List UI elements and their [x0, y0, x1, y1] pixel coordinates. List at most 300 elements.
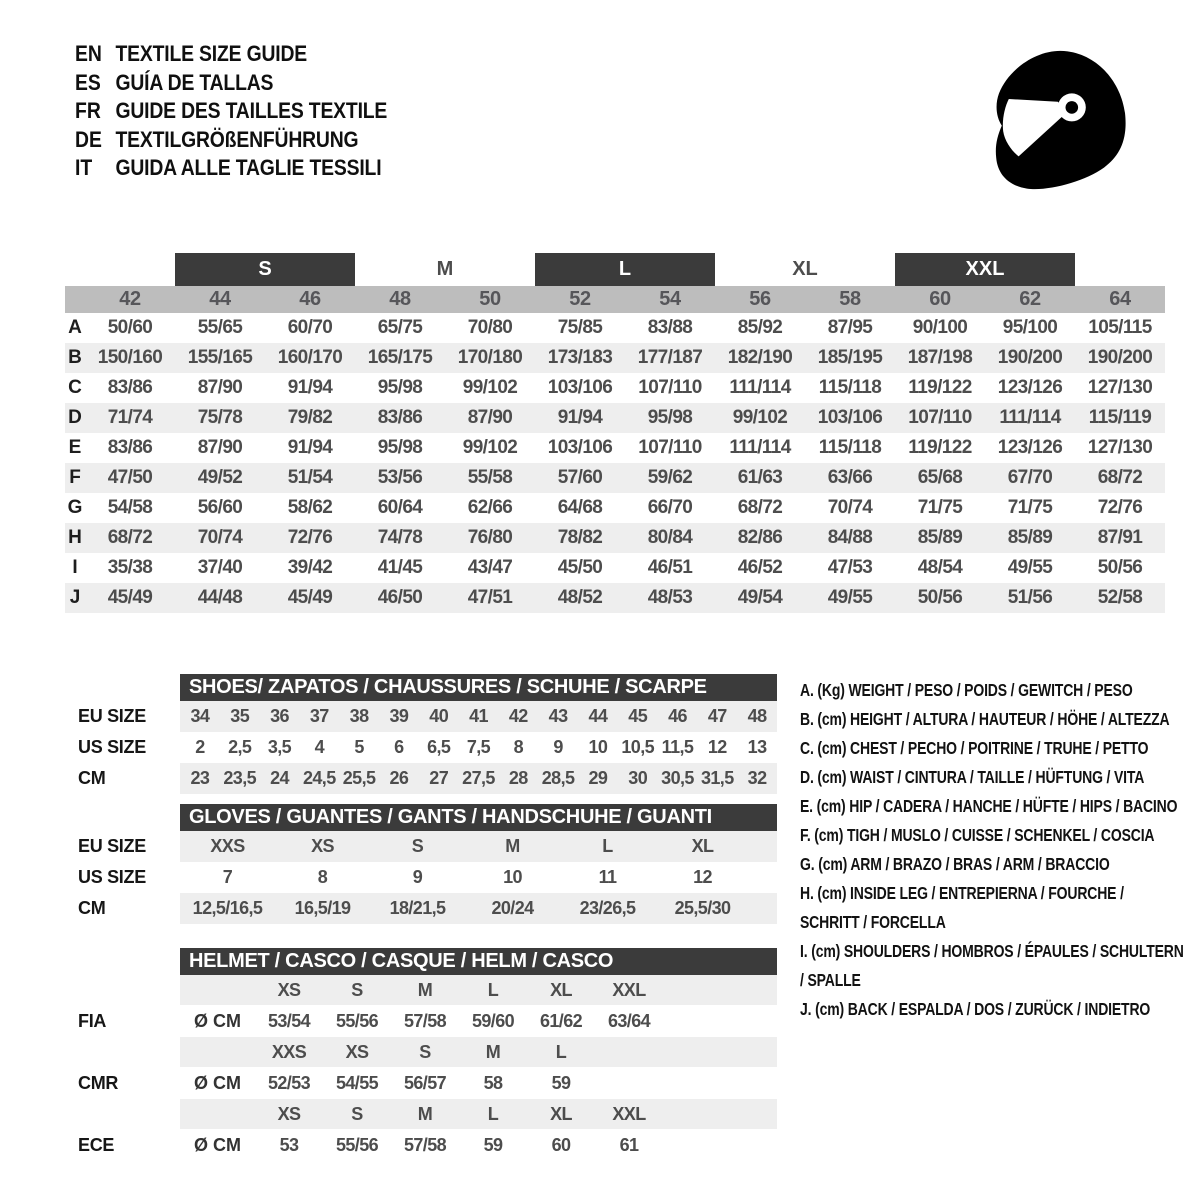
value-cell: 24,5 — [302, 768, 336, 788]
apparel-value-cell: 95/98 — [377, 377, 423, 398]
size-row — [65, 701, 777, 732]
legend-item-i: I. (cm) SHOULDERS / HOMBROS / ÉPAULES / SCHULTERN / SPALLE — [800, 941, 1184, 990]
value-cell: 27,5 — [462, 768, 495, 788]
language-row — [75, 126, 387, 155]
size-row — [65, 732, 777, 763]
apparel-value-cell: 58/62 — [287, 497, 333, 518]
apparel-value-cell: 115/118 — [818, 437, 882, 458]
size-tick: 58 — [839, 288, 861, 310]
helmet-size-cell: XS — [345, 1041, 369, 1062]
size-group-xxl: XXL — [895, 253, 1075, 286]
value-cell: 23,5 — [223, 768, 257, 788]
apparel-value-cell: 62/66 — [467, 497, 513, 518]
apparel-value-cell: 150/160 — [97, 347, 163, 368]
value-cell: 5 — [354, 737, 364, 757]
apparel-value-cell: 76/80 — [467, 527, 513, 548]
language-title: GUIDE DES TAILLES TEXTILE — [115, 98, 388, 124]
apparel-value-cell: 85/89 — [917, 527, 963, 548]
language-code: ES — [75, 69, 101, 95]
apparel-value-cell: 90/100 — [912, 317, 968, 338]
apparel-value-cell: 37/40 — [197, 557, 243, 578]
value-cell: 11,5 — [661, 737, 694, 757]
apparel-row-label: J — [69, 587, 81, 608]
lower-tables — [65, 674, 777, 1161]
value-cell: XS — [311, 836, 334, 856]
apparel-value-cell: 45/49 — [107, 587, 153, 608]
row-header: EU SIZE — [78, 706, 146, 726]
apparel-row-f — [65, 463, 1165, 493]
helmet-value-cell: 60 — [551, 1134, 571, 1155]
value-cell: 38 — [349, 706, 369, 726]
helmet-values-row — [65, 1005, 777, 1037]
apparel-value-cell: 83/86 — [107, 377, 153, 398]
helmet-value-cell: 57/58 — [403, 1134, 447, 1155]
helmet-value-cell: 59 — [551, 1072, 571, 1093]
apparel-value-cell: 87/91 — [1097, 527, 1143, 548]
apparel-value-cell: 91/94 — [287, 377, 333, 398]
size-tick: 54 — [659, 288, 681, 310]
apparel-value-cell: 68/72 — [1097, 467, 1143, 488]
apparel-value-cell: 123/126 — [997, 437, 1063, 458]
value-cell: XL — [691, 836, 714, 856]
apparel-row-label: H — [68, 527, 82, 548]
apparel-value-cell: 123/126 — [997, 377, 1063, 398]
apparel-value-cell: 75/85 — [557, 317, 603, 338]
legend-item-b: B. (cm) HEIGHT / ALTURA / HAUTEUR / HÖHE / ALTEZZA — [800, 709, 1170, 729]
helmet-size-cell: L — [487, 979, 499, 1000]
helmet-value-cell: 52/53 — [267, 1072, 311, 1093]
row-values — [180, 1129, 777, 1161]
value-cell: 20/24 — [491, 898, 534, 918]
value-cell: M — [505, 836, 520, 856]
shoes-size-table — [65, 701, 777, 794]
language-title: TEXTILE SIZE GUIDE — [115, 41, 308, 67]
helmet-size-cell: XL — [550, 979, 572, 1000]
helmet-size-cell: M — [485, 1041, 501, 1062]
helmet-size-cell: XS — [277, 1103, 301, 1124]
apparel-value-cell: 103/106 — [547, 377, 613, 398]
value-cell: 30,5 — [661, 768, 694, 788]
apparel-row-label: D — [68, 407, 82, 428]
value-cell: 8 — [317, 867, 328, 887]
apparel-value-cell: 190/200 — [997, 347, 1063, 368]
value-cell: 35 — [230, 706, 250, 726]
value-cell: 4 — [314, 737, 324, 757]
apparel-value-cell: 177/187 — [637, 347, 703, 368]
language-row — [75, 154, 387, 183]
apparel-value-cell: 119/122 — [908, 377, 972, 398]
apparel-value-cell: 173/183 — [547, 347, 613, 368]
apparel-row-g — [65, 493, 1165, 523]
value-cell: 10 — [503, 867, 522, 887]
helmet-value-cell: 53 — [279, 1134, 299, 1155]
apparel-value-cell: 50/56 — [1097, 557, 1143, 578]
apparel-value-cell: 35/38 — [107, 557, 153, 578]
value-cell: 45 — [628, 706, 648, 726]
standard-label: FIA — [78, 1010, 107, 1031]
legend-item-g: G. (cm) ARM / BRAZO / BRAS / ARM / BRACCIO — [800, 854, 1110, 874]
apparel-value-cell: 55/65 — [197, 317, 243, 338]
value-cell: 36 — [270, 706, 289, 726]
row-values — [180, 1037, 777, 1067]
racing-helmet-icon — [978, 38, 1146, 216]
value-cell: 25,5 — [342, 768, 376, 788]
apparel-row-label: I — [72, 557, 78, 578]
row-values — [180, 975, 777, 1005]
value-cell: 44 — [588, 706, 608, 726]
apparel-value-cell: 111/114 — [729, 377, 791, 398]
row-values — [180, 732, 777, 763]
value-cell: 2 — [195, 737, 205, 757]
apparel-value-cell: 49/55 — [1007, 557, 1053, 578]
value-cell: 41 — [469, 706, 488, 726]
apparel-value-cell: 49/54 — [737, 587, 783, 608]
value-cell: 24 — [270, 768, 289, 788]
apparel-row-h — [65, 523, 1165, 553]
apparel-row-j — [65, 583, 1165, 613]
language-code: IT — [75, 155, 93, 181]
value-cell: 8 — [513, 737, 523, 757]
helmet-values-row — [65, 1129, 777, 1161]
helmet-size-cell: L — [555, 1041, 567, 1062]
size-tick: 62 — [1019, 288, 1041, 310]
apparel-value-cell: 70/74 — [197, 527, 243, 548]
unit-label: Ø CM — [194, 1072, 241, 1093]
apparel-value-cell: 165/175 — [367, 347, 433, 368]
apparel-value-cell: 50/56 — [917, 587, 963, 608]
apparel-value-cell: 45/50 — [557, 557, 603, 578]
apparel-value-cell: 87/90 — [197, 437, 243, 458]
language-row — [75, 40, 387, 69]
apparel-value-cell: 170/180 — [457, 347, 523, 368]
language-row — [75, 97, 387, 126]
value-cell: 7,5 — [466, 737, 491, 757]
row-header: US SIZE — [78, 867, 146, 887]
language-list — [75, 40, 387, 183]
size-row — [65, 893, 777, 924]
apparel-value-cell: 155/165 — [187, 347, 253, 368]
size-tick: 52 — [569, 288, 591, 310]
apparel-value-cell: 48/52 — [557, 587, 603, 608]
value-cell: 39 — [389, 706, 409, 726]
apparel-value-cell: 80/84 — [647, 527, 693, 548]
apparel-value-cell: 55/58 — [467, 467, 513, 488]
value-cell: 32 — [747, 768, 767, 788]
value-cell: 6,5 — [427, 737, 451, 757]
helmet-size-cell: XL — [550, 1103, 572, 1124]
helmet-size-cell: XXL — [612, 1103, 646, 1124]
apparel-row-a — [65, 313, 1165, 343]
helmet-size-cell: L — [487, 1103, 499, 1124]
apparel-row-i — [65, 553, 1165, 583]
apparel-value-cell: 47/53 — [827, 557, 873, 578]
apparel-value-cell: 187/198 — [907, 347, 973, 368]
language-row — [75, 69, 387, 98]
value-cell: 13 — [747, 737, 767, 757]
apparel-value-cell: 46/51 — [647, 557, 693, 578]
value-cell: 10,5 — [621, 737, 655, 757]
apparel-value-cell: 68/72 — [737, 497, 783, 518]
apparel-value-cell: 99/102 — [462, 437, 518, 458]
row-header: EU SIZE — [78, 836, 146, 856]
value-cell: 42 — [508, 706, 528, 726]
helmet-sizes-row — [65, 1037, 777, 1067]
legend-item-j: J. (cm) BACK / ESPALDA / DOS / ZURÜCK / INDIETRO — [800, 999, 1151, 1019]
apparel-value-cell: 39/42 — [287, 557, 333, 578]
apparel-value-cell: 59/62 — [647, 467, 693, 488]
apparel-value-cell: 107/110 — [908, 407, 972, 428]
apparel-value-cell: 78/82 — [557, 527, 603, 548]
helmet-size-cell: S — [419, 1041, 431, 1062]
apparel-value-cell: 79/82 — [287, 407, 333, 428]
apparel-value-cell: 41/45 — [377, 557, 423, 578]
apparel-value-cell: 70/74 — [827, 497, 873, 518]
value-cell: 16,5/19 — [294, 898, 351, 918]
value-cell: 26 — [389, 768, 409, 788]
size-tick: 56 — [749, 288, 771, 310]
apparel-value-cell: 74/78 — [377, 527, 423, 548]
value-cell: 43 — [548, 706, 568, 726]
apparel-value-cell: 45/49 — [287, 587, 333, 608]
apparel-value-cell: 160/170 — [277, 347, 343, 368]
row-values — [180, 701, 777, 732]
row-values — [180, 831, 777, 862]
value-cell: 9 — [553, 737, 563, 757]
apparel-value-cell: 56/60 — [197, 497, 243, 518]
value-cell: 28,5 — [541, 768, 575, 788]
row-header: CM — [78, 898, 106, 918]
helmet-size-cell: S — [351, 1103, 363, 1124]
apparel-value-cell: 85/89 — [1007, 527, 1053, 548]
apparel-value-cell: 182/190 — [727, 347, 793, 368]
helmet-value-cell: 55/56 — [335, 1010, 379, 1031]
apparel-value-cell: 87/90 — [467, 407, 513, 428]
apparel-value-cell: 65/68 — [917, 467, 963, 488]
language-code: EN — [75, 41, 102, 67]
value-cell: 12,5/16,5 — [192, 898, 263, 918]
language-title: GUÍA DE TALLAS — [115, 69, 274, 95]
helmet-sizes-row — [65, 1099, 777, 1129]
apparel-value-cell: 72/76 — [1097, 497, 1143, 518]
apparel-value-cell: 83/86 — [107, 437, 153, 458]
value-cell: 10 — [588, 737, 608, 757]
legend-item-d: D. (cm) WAIST / CINTURA / TAILLE / HÜFTUNG / VITA — [800, 767, 1145, 787]
value-cell: 11 — [598, 867, 617, 887]
apparel-value-cell: 46/50 — [377, 587, 423, 608]
size-ticks-spacer — [65, 286, 85, 313]
value-cell: 48 — [747, 706, 767, 726]
apparel-value-cell: 75/78 — [197, 407, 243, 428]
helmet-value-cell: 59 — [483, 1134, 503, 1155]
apparel-value-cell: 115/119 — [1088, 407, 1152, 428]
apparel-value-cell: 46/52 — [737, 557, 783, 578]
apparel-row-label: G — [67, 497, 83, 518]
value-cell: 25,5/30 — [674, 898, 731, 918]
apparel-value-cell: 48/54 — [917, 557, 963, 578]
apparel-value-cell: 103/106 — [817, 407, 883, 428]
apparel-row-b — [65, 343, 1165, 373]
apparel-value-cell: 95/100 — [1002, 317, 1058, 338]
standard-label: CMR — [78, 1072, 119, 1093]
helmet-value-cell: 59/60 — [471, 1010, 515, 1031]
unit-label: Ø CM — [194, 1134, 241, 1155]
apparel-value-cell: 54/58 — [107, 497, 153, 518]
value-cell: 9 — [412, 867, 423, 887]
apparel-value-cell: 107/110 — [638, 377, 702, 398]
apparel-value-cell: 47/51 — [467, 587, 513, 608]
legend-item-f: F. (cm) TIGH / MUSLO / CUISSE / SCHENKEL / COSCIA — [800, 825, 1155, 845]
apparel-row-label: F — [69, 467, 81, 488]
legend-item-e: E. (cm) HIP / CADERA / HANCHE / HÜFTE / HIPS / BACINO — [800, 796, 1178, 816]
size-row — [65, 862, 777, 893]
apparel-value-cell: 91/94 — [557, 407, 603, 428]
value-cell: 28 — [508, 768, 528, 788]
apparel-value-cell: 60/70 — [287, 317, 333, 338]
apparel-value-cell: 83/88 — [647, 317, 693, 338]
value-cell: 18/21,5 — [389, 898, 446, 918]
helmet-table-title: HELMET / CASCO / CASQUE / HELM / CASCO — [180, 948, 777, 975]
size-groups-row — [65, 253, 1165, 286]
apparel-row-label: A — [68, 317, 82, 338]
apparel-row-label: B — [68, 347, 82, 368]
value-cell: S — [411, 836, 424, 856]
value-cell: 47 — [707, 706, 727, 726]
apparel-value-cell: 185/195 — [817, 347, 883, 368]
value-cell: XXS — [210, 836, 245, 856]
language-title: GUIDA ALLE TAGLIE TESSILI — [115, 155, 382, 181]
value-cell: 2,5 — [228, 737, 252, 757]
row-header — [65, 1099, 180, 1129]
gloves-table-title: GLOVES / GUANTES / GANTS / HANDSCHUHE / GUANTI — [180, 804, 777, 831]
size-tick: 64 — [1109, 288, 1131, 310]
value-cell: 37 — [309, 706, 329, 726]
helmet-value-cell: 56/57 — [403, 1072, 447, 1093]
value-cell: 12 — [707, 737, 727, 757]
apparel-value-cell: 61/63 — [737, 467, 783, 488]
size-tick: 60 — [929, 288, 951, 310]
helmet-size-cell: M — [417, 979, 433, 1000]
row-values — [180, 1099, 777, 1129]
row-header: US SIZE — [78, 737, 146, 757]
apparel-size-table — [65, 253, 1165, 613]
apparel-value-cell: 43/47 — [467, 557, 513, 578]
apparel-value-cell: 85/92 — [737, 317, 783, 338]
size-tick: 42 — [119, 288, 141, 310]
apparel-value-cell: 72/76 — [287, 527, 333, 548]
value-cell: 40 — [429, 706, 449, 726]
row-header — [65, 975, 180, 1005]
apparel-value-cell: 127/130 — [1087, 437, 1153, 458]
apparel-value-cell: 71/75 — [917, 497, 963, 518]
apparel-value-cell: 82/86 — [737, 527, 783, 548]
measurement-legend — [800, 676, 1184, 1024]
apparel-value-cell: 91/94 — [287, 437, 333, 458]
apparel-value-cell: 83/86 — [377, 407, 423, 428]
size-group-l: L — [535, 253, 715, 286]
size-tick: 46 — [299, 288, 321, 310]
apparel-value-cell: 103/106 — [547, 437, 613, 458]
legend-item-a: A. (Kg) WEIGHT / PESO / POIDS / GEWITCH / PESO — [800, 680, 1133, 700]
apparel-row-e — [65, 433, 1165, 463]
apparel-value-cell: 99/102 — [732, 407, 788, 428]
apparel-value-cell: 57/60 — [557, 467, 603, 488]
value-cell: 31,5 — [700, 768, 734, 788]
value-cell: 3,5 — [267, 737, 292, 757]
helmet-value-cell: 61/62 — [539, 1010, 583, 1031]
apparel-value-cell: 84/88 — [827, 527, 873, 548]
apparel-value-cell: 95/98 — [377, 437, 423, 458]
apparel-value-cell: 48/53 — [647, 587, 693, 608]
helmet-size-cell: S — [351, 979, 363, 1000]
helmet-value-cell: 61 — [619, 1134, 639, 1155]
helmet-value-cell: 55/56 — [335, 1134, 379, 1155]
row-values — [180, 1067, 777, 1099]
helmet-size-cell: M — [417, 1103, 433, 1124]
apparel-row-d — [65, 403, 1165, 433]
apparel-value-cell: 49/52 — [197, 467, 243, 488]
gloves-size-table — [65, 831, 777, 924]
apparel-row-label: E — [68, 437, 82, 458]
apparel-value-cell: 63/66 — [827, 467, 873, 488]
apparel-value-cell: 49/55 — [827, 587, 873, 608]
shoes-table-title: SHOES/ ZAPATOS / CHAUSSURES / SCHUHE / SCARPE — [180, 674, 777, 701]
apparel-row-c — [65, 373, 1165, 403]
apparel-value-cell: 71/74 — [107, 407, 153, 428]
size-row — [65, 831, 777, 862]
row-header: CM — [78, 768, 106, 788]
value-cell: 12 — [693, 867, 712, 887]
apparel-value-cell: 111/114 — [729, 437, 791, 458]
row-values — [180, 862, 777, 893]
apparel-value-cell: 87/90 — [197, 377, 243, 398]
size-group-xl: XL — [792, 258, 818, 280]
value-cell: 29 — [588, 768, 608, 788]
row-header — [65, 1037, 180, 1067]
helmet-value-cell: 57/58 — [403, 1010, 447, 1031]
size-tick: 50 — [479, 288, 501, 310]
apparel-value-cell: 53/56 — [377, 467, 423, 488]
standard-label: ECE — [78, 1134, 115, 1155]
apparel-value-cell: 65/75 — [377, 317, 423, 338]
apparel-value-cell: 51/54 — [287, 467, 333, 488]
helmet-size-cell: XXS — [271, 1041, 307, 1062]
legend-item-c: C. (cm) CHEST / PECHO / POITRINE / TRUHE / PETTO — [800, 738, 1149, 758]
apparel-value-cell: 105/115 — [1088, 317, 1152, 338]
apparel-row-label: C — [68, 377, 82, 398]
value-cell: 46 — [668, 706, 687, 726]
language-code: FR — [75, 98, 101, 124]
helmet-value-cell: 58 — [483, 1072, 503, 1093]
helmet-value-cell: 54/55 — [335, 1072, 379, 1093]
apparel-value-cell: 95/98 — [647, 407, 693, 428]
unit-label: Ø CM — [194, 1010, 241, 1031]
helmet-sizes-row — [65, 975, 777, 1005]
helmet-value-cell: 53/54 — [267, 1010, 311, 1031]
apparel-value-cell: 127/130 — [1087, 377, 1153, 398]
helmet-size-cell: XS — [277, 979, 301, 1000]
value-cell: L — [602, 836, 613, 856]
apparel-value-cell: 111/114 — [999, 407, 1061, 428]
size-row — [65, 763, 777, 794]
value-cell: 30 — [628, 768, 648, 788]
helmet-values-row — [65, 1067, 777, 1099]
apparel-value-cell: 119/122 — [908, 437, 972, 458]
apparel-value-cell: 67/70 — [1007, 467, 1053, 488]
apparel-value-cell: 51/56 — [1007, 587, 1053, 608]
value-cell: 23 — [190, 768, 210, 788]
apparel-value-cell: 70/80 — [467, 317, 513, 338]
apparel-value-cell: 60/64 — [377, 497, 423, 518]
